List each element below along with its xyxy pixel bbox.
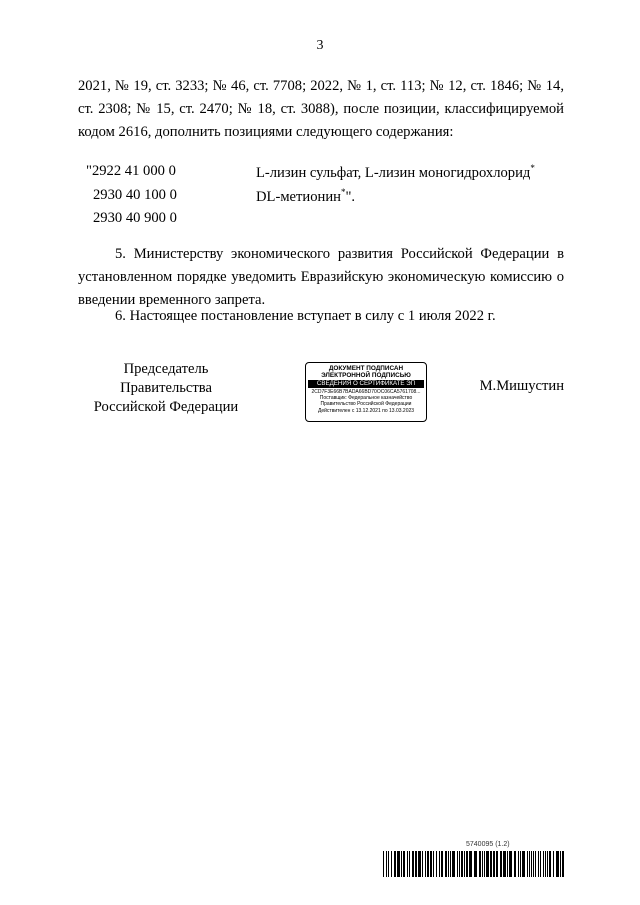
stamp-title: ДОКУМЕНТ ПОДПИСАН ЭЛЕКТРОННОЙ ПОДПИСЬЮ [321, 365, 411, 379]
code-description: DL-метионин*". [256, 186, 356, 205]
paragraph-5: 5. Министерству экономического развития Российской Федерации в установленном порядке уведомить Евразийскую экономическую комиссию о введении временного запрета. [78, 246, 564, 308]
footnote-mark: * [530, 163, 535, 173]
paragraph-6: 6. Настоящее постановление вступает в силу с 1 июля 2022 г. [115, 308, 496, 324]
page-number: 3 [316, 38, 324, 53]
barcode-icon [383, 851, 565, 877]
barcode-label: 5740095 (1.2) [466, 841, 510, 848]
stamp-serial: 2CD7F3E66B7BADA66BD70OC06CA5761708... [311, 389, 421, 395]
footnote-mark: * [340, 186, 346, 197]
code-description: L-лизин сульфат, L-лизин моногидрохлорид* [256, 163, 535, 181]
code-value: 2930 40 900 0 [93, 210, 177, 226]
stamp-issuer: Поставщик: Федеральное казначейство [319, 395, 413, 402]
stamp-validity: Действителен с 13.12.2021 по 13.03.2023 [317, 407, 415, 414]
signatory-position: Председатель Правительства Российской Федерации [93, 361, 239, 415]
intro-paragraph: 2021, № 19, ст. 3233; № 46, ст. 7708; 2022, № 1, ст. 113; № 12, ст. 1846; № 14, ст. 2308; № 15, ст. 2470; № 18, ст. 3088), после позиции, классифицируемой кодом 2616, дополнить позициями следующего содержания: [78, 78, 564, 140]
code-value: 2930 40 100 0 [93, 186, 177, 203]
code-value: "2922 41 000 0 [86, 163, 176, 179]
stamp-header: СВЕДЕНИЯ О СЕРТИФИКАТЕ ЭП [308, 380, 424, 388]
electronic-signature-stamp [305, 362, 427, 422]
stamp-owner: Правительство Российской Федерации [320, 401, 412, 408]
signatory-name: М.Мишустин [479, 378, 564, 394]
